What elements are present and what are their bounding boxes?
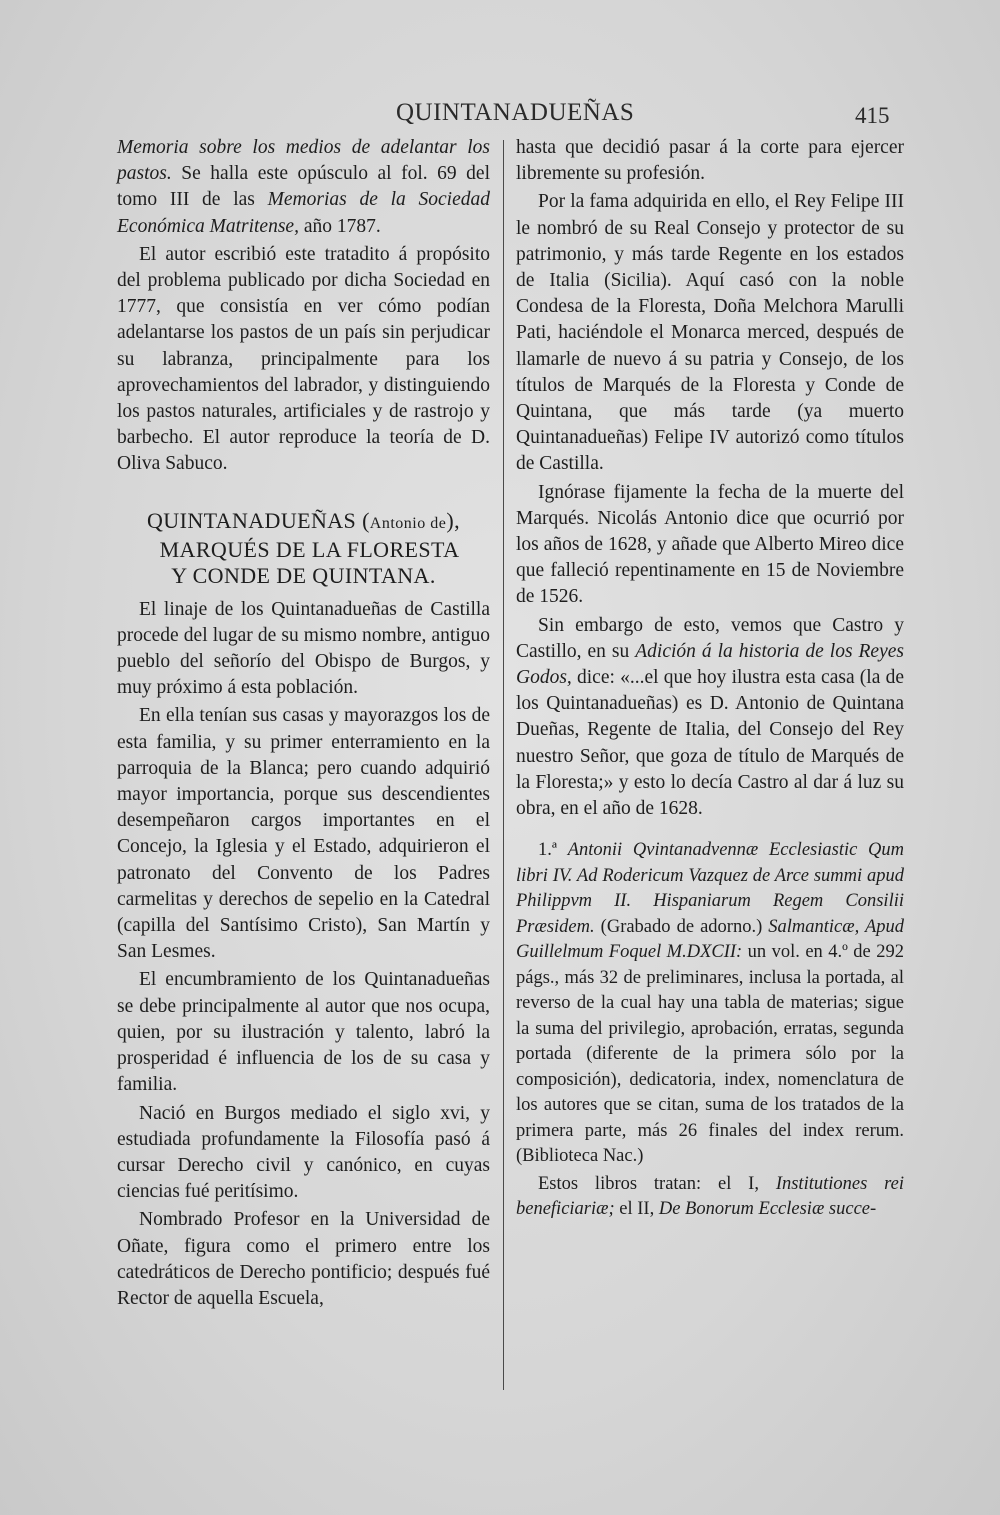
- paragraph: Nombrado Profesor en la Universidad de Oñate, figura como el primero entre los catedráticos de Derecho pontificio; después fué Rector de aquella Escuela,: [117, 1209, 490, 1309]
- paragraph: hasta que decidió pasar á la corte para ejercer libremente su profesión.: [516, 137, 904, 185]
- page-number: 415: [855, 103, 890, 128]
- paragraph: Nació en Burgos mediado el siglo xvi, y estudiada profundamente la Filosofía pasó á cursar Derecho civil y canónico, en cuyas ciencias fué peritísimo.: [117, 1102, 490, 1203]
- bibliography-entry: [516, 838, 904, 1170]
- entry-title-line: MARQUÉS DE LA FLORESTA: [159, 536, 460, 562]
- text-run: un vol. en 4.º de 292 págs., más 32 de preliminares, inclusa la portada, al reverso de la cual hay una tabla de materias; sigue la suma del privilegio, aprobación, erratas, segunda portada (diferente de la primera sólo por la composición), dedicatoria, index, nomenclatura de los autores que se citan, suma de los tratados de la primera parte, más 26 finales del index rerum. (Biblioteca Nac.): [516, 942, 904, 1167]
- entry-surname: QUINTANADUEÑAS (: [147, 507, 370, 533]
- paragraph: En ella tenían sus casas y mayorazgos los de esta familia, y su primer enterramiento en la parroquia de la Blanca; pero cuando adquirió mayor importancia, porque sus descendientes desempeñaron cargos importantes en el Concejo, la Iglesia y el Estado, adquirieron el patronato del Convento de los Padres carmelitas y derechos de sepelio en la Catedral (capilla del Santísimo Cristo), San Martín y San Lesmes.: [117, 705, 490, 963]
- text-run: dice: «...el que hoy ilustra esta casa (la de los Quintanadueñas) es D. Antonio de Quintana Dueñas, Regente de Italia, del Consejo del Rey nuestro Señor, que goza de título de Marqués de la Floresta;» y esto lo decía Castro al dar á luz su obra, en el año de 1628.: [516, 667, 904, 820]
- paragraph: [516, 1172, 904, 1223]
- paragraph: [516, 613, 904, 823]
- paragraph: El autor escribió este tratadito á propósito del problema publicado por dicha Sociedad en 1777, que consistía en ver cómo podían adelantarse los pastos de un país sin perjudicar su labranza, principalmente para los aprovechamientos del labrador, y distinguiendo los pastos naturales, artificiales y de rastrojo y barbecho. El autor reproduce la teoría de D. Oliva Sabuco.: [117, 243, 490, 475]
- book-title: De Bonorum Ecclesiæ succe-: [658, 1199, 877, 1220]
- latin-title: Antonii Qvintanadvennæ Ecclesiastic Qum libri IV. Ad Rodericum Vazquez de Arce summi apud Philippvm II. Hispaniarum Regem Consilii Præsidem.: [516, 840, 904, 937]
- entry-given-name: Antonio de: [369, 514, 447, 532]
- entry-punct: ),: [446, 507, 460, 533]
- paragraph: El encumbramiento de los Quintanadueñas se debe principalmente al autor que nos ocupa, quien, por su ilustración y talento, labró la prosperidad é influencia de los de su casa y familia.: [117, 969, 490, 1096]
- bibliography: [516, 838, 904, 1223]
- text-run: (Grabado de adorno.): [594, 916, 769, 937]
- paragraph: [117, 135, 490, 240]
- page-header: [0, 99, 1000, 129]
- text-run: el II,: [614, 1199, 659, 1220]
- running-title: QUINTANADUEÑAS: [396, 99, 635, 126]
- imprint: Salmanticæ, Apud Guillelmum Foquel M.DXCII:: [516, 916, 904, 963]
- paragraph: El linaje de los Quintanadueñas de Castilla procede del lugar de su mismo nombre, antiguo pueblo del señorío del Obispo de Burgos, y muy próximo á esta población.: [117, 598, 490, 699]
- work-title: Memoria sobre los medios de adelantar los pastos.: [117, 137, 490, 185]
- right-column: [516, 135, 904, 1225]
- entry-number: 1.ª: [538, 840, 568, 861]
- work-title: Adición á la historia de los Reyes Godos,: [516, 640, 904, 689]
- book-title: Institutiones rei beneficiariæ;: [516, 1173, 904, 1220]
- publication-title: Memorias de la Sociedad Económica Matritense,: [117, 189, 490, 237]
- text-run: año 1787.: [298, 215, 381, 237]
- entry-heading: [117, 508, 490, 589]
- text-run: Estos libros tratan: el I,: [538, 1173, 776, 1194]
- left-column: [117, 135, 490, 1314]
- entry-title-line: Y CONDE DE QUINTANA.: [171, 562, 436, 588]
- paragraph: Ignórase fijamente la fecha de la muerte del Marqués. Nicolás Antonio dice que ocurrió por los años de 1628, y añade que Alberto Mireo dice que falleció repentinamente en 15 de Noviembre de 1526.: [516, 481, 904, 608]
- text-run: Se halla este opúsculo al fol. 69 del tomo III de las: [117, 163, 490, 211]
- text-run: Sin embargo de esto, vemos que Castro y Castillo, en su: [516, 614, 904, 662]
- column-divider: [503, 140, 504, 1390]
- paragraph: Por la fama adquirida en ello, el Rey Felipe III le nombró de su Real Consejo y protector de su patrimonio, y más tarde Regente en los estados de Italia (Sicilia). Aquí casó con la noble Condesa de la Floresta, Doña Melchora Marulli Pati, haciéndole el Monarca merced, después de llamarle de nuevo á su patria y Consejo, de los títulos de Marqués de la Floresta y Conde de Quintana, que más tarde (ya muerto Quintanadueñas) Felipe IV autorizó como títulos de Castilla.: [516, 191, 904, 475]
